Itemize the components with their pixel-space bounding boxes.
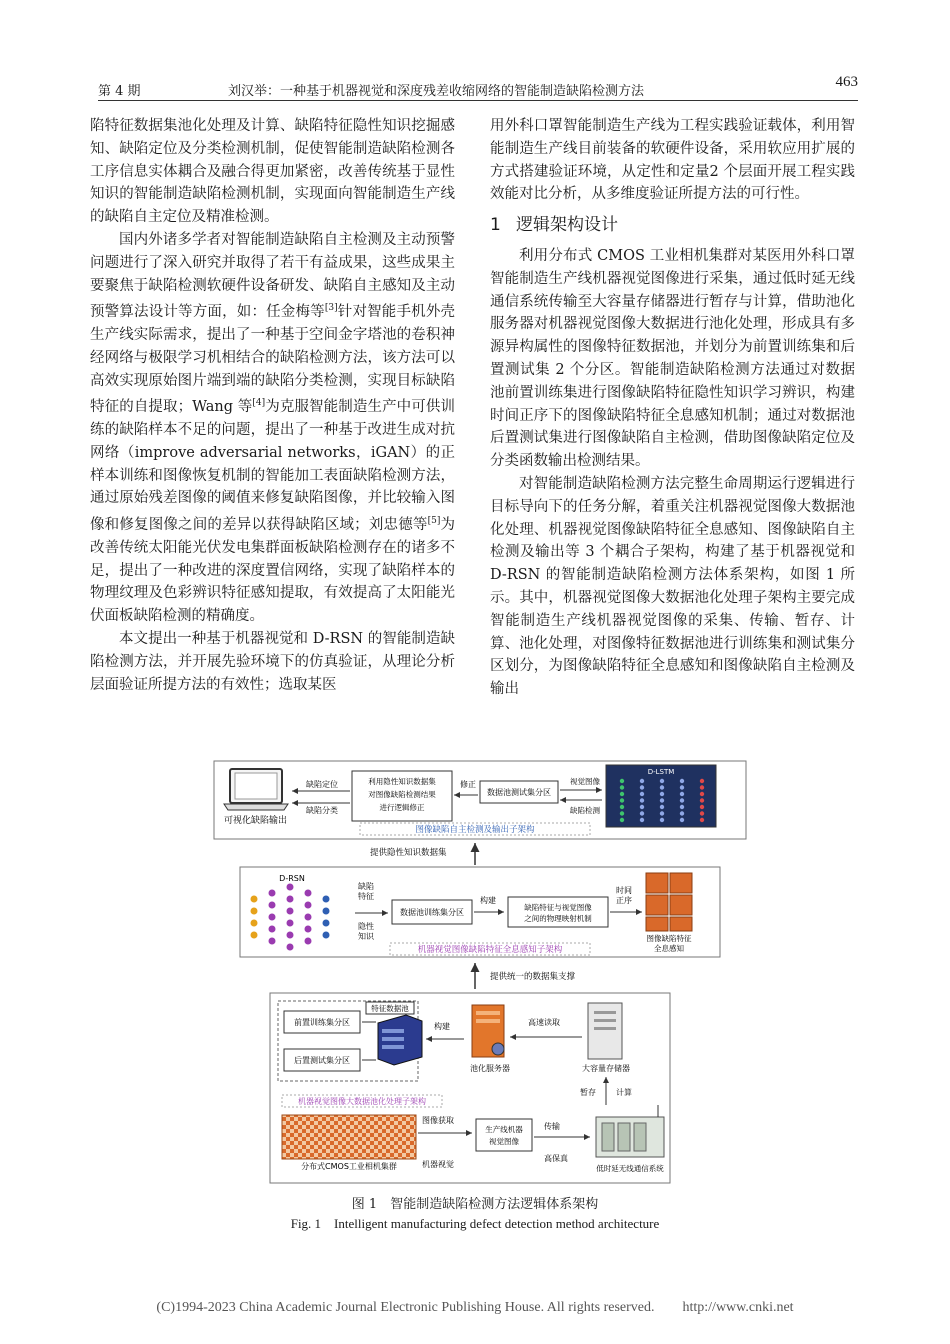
network-node xyxy=(251,896,258,903)
section-number: 1 xyxy=(490,215,501,236)
text-segment: 国内外诸多学者对智能制造缺陷自主检测及主动预警问题进行了深入研究并取得了若干有益成果，这些成果主要聚焦于缺陷检测软硬件设备研发、缺陷自主感知及主动预警算法设计等方面，如：任金梅等 xyxy=(90,231,455,321)
paragraph: 本文提出一种基于机器视觉和 D-RSN 的智能制造缺陷检测方法，并开展先验环境下的仿真验证，从理论分析层面验证所提方法的有效性；选取某医 xyxy=(90,631,455,693)
network-node xyxy=(640,785,644,789)
citation-3[interactable]: [3] xyxy=(324,303,338,314)
test-partition-label: 数据池测试集分区 xyxy=(487,788,551,797)
paragraph-literature xyxy=(90,229,455,628)
time-label: 时间 xyxy=(616,886,632,895)
logic-box-line: 进行逻辑修正 xyxy=(379,803,425,812)
mapping-line: 缺陷特征与视觉图像 xyxy=(524,903,592,912)
logic-box-line: 利用隐性知识数据集 xyxy=(368,777,436,786)
network-node xyxy=(305,938,312,945)
network-node xyxy=(287,884,294,891)
camera-cluster-icon xyxy=(282,1115,416,1159)
network-node xyxy=(287,920,294,927)
laptop-icon xyxy=(224,769,288,810)
network-node xyxy=(640,805,644,809)
network-node xyxy=(269,890,276,897)
image-acq-label: 图像获取 xyxy=(422,1116,454,1125)
visual-image-label: 视觉图像 xyxy=(570,777,600,786)
data-pool-server-icon xyxy=(378,1015,422,1065)
network-node xyxy=(620,811,624,815)
network-node xyxy=(660,818,664,822)
section-heading xyxy=(490,214,855,237)
network-node xyxy=(680,805,684,809)
network-node xyxy=(269,926,276,933)
network-node xyxy=(660,779,664,783)
d-lstm-label: D-LSTM xyxy=(647,768,675,776)
network-node xyxy=(660,805,664,809)
network-node xyxy=(305,902,312,909)
network-node xyxy=(251,932,258,939)
wireless-label: 低时延无线通信系统 xyxy=(596,1164,664,1173)
network-node xyxy=(305,890,312,897)
feature-label: 特征 xyxy=(358,892,374,901)
top-subsystem-title: 图像缺陷自主检测及输出子架构 xyxy=(415,825,535,835)
figure-caption-en: Fig. 1 Intelligent manufacturing defect detection method architecture xyxy=(290,1216,660,1231)
network-node xyxy=(323,932,330,939)
network-node xyxy=(287,908,294,915)
network-node xyxy=(269,902,276,909)
network-node xyxy=(700,798,704,802)
network-node xyxy=(700,785,704,789)
figure-caption-cn: 图 1 智能制造缺陷检测方法逻辑体系架构 xyxy=(351,1197,599,1212)
network-node xyxy=(680,798,684,802)
copyright-footer: (C)1994-2023 China Academic Journal Electronic Publishing House. All rights reserved. http://www.cnki.net xyxy=(156,1300,794,1315)
network-node xyxy=(700,792,704,796)
figure-1 xyxy=(210,757,750,1189)
paragraph: 陷特征数据集池化处理及计算、缺陷特征隐性知识挖掘感知、缺陷定位及分类检测机制，促使智能制造缺陷检测各工序信息实体耦合及融合得更加紧密，改善传统基于显性知识的智能制造缺陷检测机制，实现面向智能制造生产线的缺陷自主定位及精准检测。 xyxy=(90,118,455,226)
network-node xyxy=(660,798,664,802)
left-column xyxy=(90,115,455,696)
network-node xyxy=(620,805,624,809)
arrow2-label: 提供统一的数据集支撑 xyxy=(490,972,576,982)
defect-detect-label: 缺陷检测 xyxy=(570,806,600,815)
machine-vision-label: 机器视觉 xyxy=(422,1160,454,1169)
network-node xyxy=(700,811,704,815)
text-segment: 针对智能手机外壳生产线实际需求，提出了一种基于空间金字塔池的卷积神经网络与极限学习机相结合的缺陷检测方法，该方法可以高效实现原始图片端到端的缺陷分类检测，实现目标缺陷特征的自提取；Wang 等 xyxy=(90,304,456,416)
correct-label: 修正 xyxy=(460,780,476,789)
network-node xyxy=(620,779,624,783)
network-node xyxy=(700,779,704,783)
issue-number: 第 4 期 xyxy=(98,84,141,99)
right-column xyxy=(490,115,855,701)
network-node xyxy=(287,932,294,939)
defect-locate-label: 缺陷定位 xyxy=(306,780,338,789)
network-node xyxy=(700,805,704,809)
line-image-line: 视觉图像 xyxy=(489,1137,519,1146)
citation-4[interactable]: [4] xyxy=(252,398,266,409)
perceive-label: 图像缺陷特征 xyxy=(646,934,692,943)
network-node xyxy=(640,811,644,815)
network-node xyxy=(660,792,664,796)
paragraph: 对智能制造缺陷检测方法完整生命周期运行逻辑进行目标导向下的任务分解，着重关注机器视觉图像大数据池化处理、机器视觉图像缺陷特征全息感知、图像缺陷自主检测及输出等 3 个耦合子架构，构建了基于机器视觉和 D-RSN 的智能制造缺陷检测方法体系架构，如图 1 所示。其中，机器视觉图像大数据池化处理子架构主要完成智能制造生产线机器视觉图像的采集、传输、暂存、计算、池化处理，对图像特征数据池进行训练集和测试集分区划分，为图像缺陷特征全息感知和图像缺陷自主检测及输出 xyxy=(490,475,855,698)
feature-pool-label: 特征数据池 xyxy=(371,1004,409,1013)
network-node xyxy=(251,908,258,915)
d-rsn-label: D-RSN xyxy=(279,874,305,883)
storage-label: 大容量存储器 xyxy=(582,1064,630,1073)
pool-server-label: 池化服务器 xyxy=(470,1064,510,1073)
architecture-diagram xyxy=(210,757,750,1189)
citation-5[interactable]: [5] xyxy=(427,516,441,527)
network-node xyxy=(305,914,312,921)
section-title: 逻辑架构设计 xyxy=(516,215,618,236)
network-node xyxy=(680,811,684,815)
storage-icon xyxy=(588,1003,622,1059)
paragraph: 用外科口罩智能制造生产线为工程实践验证载体，利用智能制造生产线目前装备的软硬件设备，采用软应用扩展的方式搭建验证环境，从定性和定量2 个层面开展工程实践效能对比分析，从多维度验证所提方法的可行性。 xyxy=(490,118,855,203)
running-header xyxy=(98,74,858,101)
network-node xyxy=(323,920,330,927)
logic-box-line: 对图像缺陷检测结果 xyxy=(368,790,436,799)
text-segment: 为改善传统太阳能光伏发电集群面板缺陷检测存在的诸多不足，提出了一种改进的深度置信网络，实现了缺陷样本的物理纹理及色彩辨识特征感知提取，有效提高了太阳能光伏面板缺陷检测的精确度。 xyxy=(90,517,456,625)
network-node xyxy=(640,792,644,796)
network-node xyxy=(620,798,624,802)
network-node xyxy=(700,818,704,822)
build-label: 构建 xyxy=(480,896,496,905)
high-fidelity-label: 高保真 xyxy=(544,1154,568,1163)
output-label: 可视化缺陷输出 xyxy=(224,816,288,826)
network-node xyxy=(660,785,664,789)
hidden-label: 知识 xyxy=(358,932,374,941)
network-node xyxy=(287,896,294,903)
bottom-subsystem-title: 机器视觉图像大数据池化处理子架构 xyxy=(298,1097,426,1106)
time-label: 正序 xyxy=(616,896,632,905)
paragraph: 利用分布式 CMOS 工业相机集群对某医用外科口罩智能制造生产线机器视觉图像进行采集，通过低时延无线通信系统传输至大容量存储器进行暂存与计算，借助池化服务器对机器视觉图像大数据进行池化处理，形成具有多源异构属性的图像特征数据池，并划分为前置训练集和后置测试集 2 个分区。智能制造缺陷检测方法通过对数据池前置训练集进行图像缺陷特征隐性知识学习辨识，构建时间正序下的图像缺陷特征全息感知机制；通过对数据池后置测试集进行图像缺陷自主检测，借助图像缺陷定位及分类函数输出检测结果。 xyxy=(490,247,855,470)
network-node xyxy=(269,914,276,921)
middle-subsystem-title: 机器视觉图像缺陷特征全息感知子架构 xyxy=(417,945,563,955)
network-node xyxy=(269,938,276,945)
arrow1-label: 提供隐性知识数据集 xyxy=(370,848,447,858)
network-node xyxy=(620,785,624,789)
network-node xyxy=(323,896,330,903)
temp-label: 暂存 xyxy=(580,1088,596,1097)
compute-label: 计算 xyxy=(616,1088,632,1097)
hidden-label: 隐性 xyxy=(358,922,374,931)
line-image-box xyxy=(476,1119,532,1151)
network-node xyxy=(251,920,258,927)
perceive-label: 全息感知 xyxy=(654,944,684,953)
transfer-label: 传输 xyxy=(544,1122,560,1131)
network-node xyxy=(640,779,644,783)
network-node xyxy=(287,944,294,951)
network-node xyxy=(680,818,684,822)
network-node xyxy=(305,926,312,933)
network-node xyxy=(620,818,624,822)
build-label: 构建 xyxy=(434,1022,450,1031)
d-lstm-network xyxy=(606,765,716,827)
network-node xyxy=(680,785,684,789)
line-image-line: 生产线机器 xyxy=(485,1125,523,1134)
front-train-label: 前置训练集分区 xyxy=(294,1018,350,1027)
mapping-line: 之间的物理映射机制 xyxy=(524,914,592,923)
network-node xyxy=(680,792,684,796)
feature-label: 缺陷 xyxy=(358,882,374,891)
pool-server-icon xyxy=(472,1005,504,1057)
camera-label: 分布式CMOS工业相机集群 xyxy=(301,1162,397,1171)
text-segment: 为克服智能制造生产中可供训练的缺陷样本不足的问题，提出了一种基于改进生成对抗网络（improve adversarial networks，iGAN）的正样本训练和图像恢复机制的智能加工表面缺陷检测方法，通过原始残差图像的阈值来修复缺陷图像，并比较输入图像和修复图像之间的差异以获得缺陷区域；刘忠德等 xyxy=(90,399,455,534)
high-read-label: 高速读取 xyxy=(528,1018,560,1027)
network-node xyxy=(640,798,644,802)
defect-classify-label: 缺陷分类 xyxy=(306,806,338,815)
network-node xyxy=(323,908,330,915)
back-test-label: 后置测试集分区 xyxy=(294,1056,350,1065)
train-partition-label: 数据池训练集分区 xyxy=(400,908,464,917)
network-node xyxy=(680,779,684,783)
network-node xyxy=(660,811,664,815)
network-node xyxy=(640,818,644,822)
network-node xyxy=(620,792,624,796)
page-number: 463 xyxy=(835,74,858,90)
running-title: 刘汉举：一种基于机器视觉和深度残差收缩网络的智能制造缺陷检测方法 xyxy=(228,84,645,99)
